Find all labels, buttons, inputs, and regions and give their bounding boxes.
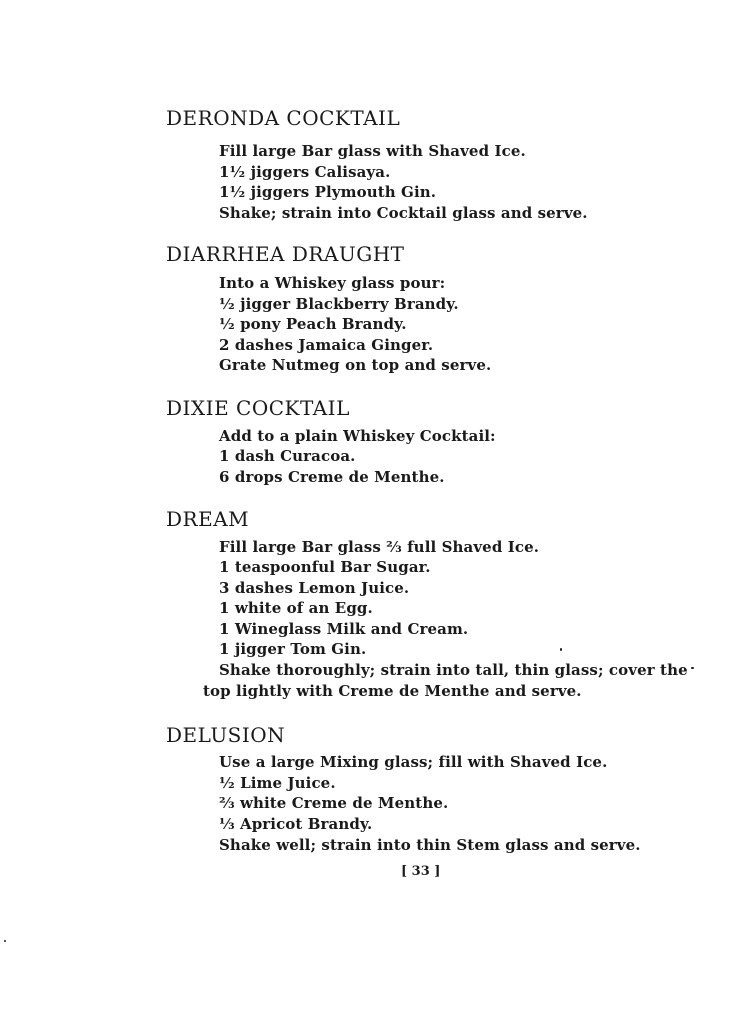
recipe-line: 2 dashes Jamaica Ginger. [219,336,434,354]
recipe-line: ½ Lime Juice. [219,774,336,792]
recipe-line: ⅔ white Creme de Menthe. [219,794,449,812]
recipe-line: 1 jigger Tom Gin. [219,640,367,658]
recipe-title: DELUSION [166,723,286,747]
recipe-line: 1½ jiggers Plymouth Gin. [219,183,437,201]
recipe-line: Shake thoroughly; strain into tall, thin glass; cover the [219,661,688,679]
recipe-line: Fill large Bar glass ⅔ full Shaved Ice. [219,538,540,556]
recipe-line: Use a large Mixing glass; fill with Shaved Ice. [219,753,608,771]
recipe-line: 1 Wineglass Milk and Cream. [219,620,469,638]
scan-speck [691,667,694,669]
scan-speck [4,940,6,942]
recipe-line: 6 drops Creme de Menthe. [219,468,445,486]
page-number: [ 33 ] [401,864,441,879]
recipe-line: 3 dashes Lemon Juice. [219,579,410,597]
recipe-line: Fill large Bar glass with Shaved Ice. [219,142,526,160]
recipe-line: 1 white of an Egg. [219,599,373,617]
recipe-title: DREAM [166,507,250,531]
recipe-line: ½ jigger Blackberry Brandy. [219,295,459,313]
scan-speck [560,648,562,651]
recipe-title: DERONDA COCKTAIL [166,106,401,130]
recipe-line: ½ pony Peach Brandy. [219,315,407,333]
recipe-title: DIARRHEA DRAUGHT [166,242,405,266]
recipe-line: Shake; strain into Cocktail glass and serve. [219,204,588,222]
recipe-line: Grate Nutmeg on top and serve. [219,356,492,374]
recipe-line: 1½ jiggers Calisaya. [219,163,391,181]
recipe-line: 1 teaspoonful Bar Sugar. [219,558,431,576]
recipe-line: Into a Whiskey glass pour: [219,274,446,292]
recipe-line: 1 dash Curacoa. [219,447,356,465]
recipe-line: ⅓ Apricot Brandy. [219,815,373,833]
recipe-line: top lightly with Creme de Menthe and serve. [203,682,582,700]
recipe-line: Shake well; strain into thin Stem glass and serve. [219,836,641,854]
recipe-line: Add to a plain Whiskey Cocktail: [219,427,496,445]
recipe-title: DIXIE COCKTAIL [166,396,350,420]
